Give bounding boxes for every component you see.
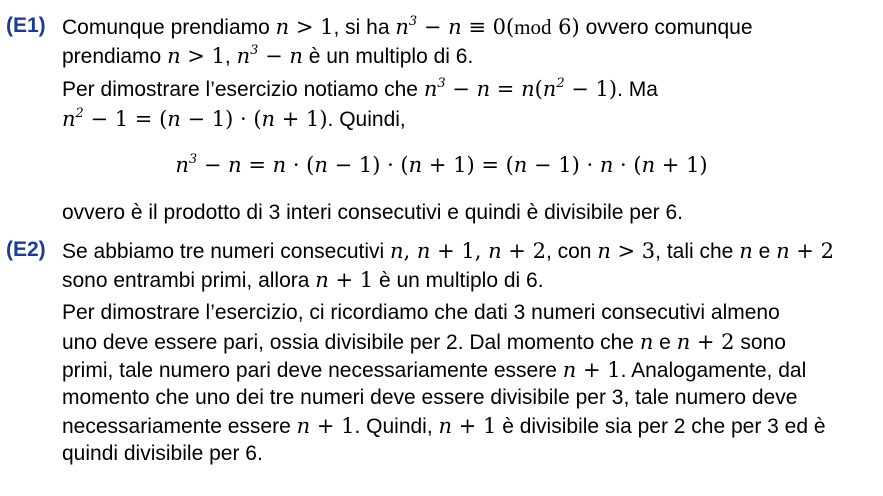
text: è un multiplo di 6. [373,269,544,292]
text: , si ha [333,16,396,39]
e2-proof-line4: momento che uno dei tre numeri deve essere divisibile per 3, tale numero deve [62,386,798,409]
text: necessariamente essere [62,415,297,438]
text: è divisibile sia per 2 che per 3 ed è [496,415,826,438]
e2-proof-line5: necessariamente essere n + 1. Quindi, n + 1 è divisibile sia per 2 che per 3 ed è [62,414,826,438]
text: Per dimostrare l’esercizio notiamo che [62,78,424,101]
text: sono [734,331,786,354]
text: . Quindi, [354,415,439,438]
e1-statement-line1: Comunque prendiamo n > 1, si ha $n^3 - n \equiv 0(mod$ 6) ovvero comunque [62,14,753,39]
text: . Quindi, [327,108,406,131]
e2-statement-line2: sono entrambi primi, allora n + 1 è un multiplo di 6. [62,268,544,292]
text: uno deve essere pari, ossia divisibile per 2. Dal momento che [62,331,640,354]
e2-proof-line2: uno deve essere pari, ossia divisibile per 2. Dal momento che n e n + 2 sono [62,330,786,354]
e1-proof-end: ovvero è il prodotto di 3 interi consecutivi e quindi è divisibile per 6. [62,201,684,224]
math-congruence: $n^3$ [395,14,418,39]
e2-proof-line6: quindi divisibile per 6. [62,442,263,465]
e2-proof-line3: primi, tale numero pari deve necessariamente essere n + 1. Analogamente, dal [62,358,807,382]
text: e [653,331,677,354]
math-n-gt-1: n [275,15,290,39]
text: , [224,45,237,68]
exercise-label-e2: (E2) [6,238,46,261]
e1-proof-line2: $n^2 - 1 = (n - 1) \cdot (n + 1)$. Quindi, [62,106,406,131]
text: . Analogamente, dal [620,359,807,382]
e2-statement-line1: Se abbiamo tre numeri consecutivi n, n + 1, n + 2, con n > 3, tali che n e n + 2 [62,239,834,263]
text: , tali che [655,240,740,263]
text: prendiamo [62,45,168,68]
text: . Ma [617,78,658,101]
text: Se abbiamo tre numeri consecutivi [62,240,390,263]
e1-display-equation: $n^3 - n = n \cdot (n - 1) \cdot (n + 1) = (n - 1) \cdot n \cdot (n + 1)$ [175,152,708,177]
text: e [752,240,777,263]
text: primi, tale numero pari deve necessariamente essere [62,359,563,382]
e1-statement-line2: prendiamo n > 1, $n^3 - n$ è un multiplo di 6. [62,43,474,68]
text: sono entrambi primi, allora [62,269,316,292]
text: è un multiplo di 6. [302,45,474,68]
exercise-label-e1: (E1) [6,14,46,37]
e2-proof-line1: Per dimostrare l’esercizio, ci ricordiamo che dati 3 numeri consecutivi almeno [62,301,780,324]
e1-proof-line1: Per dimostrare l’esercizio notiamo che $n^3 - n = n(n^2 - 1)$. Ma [62,76,658,101]
text: ovvero comunque [579,16,753,39]
text: , con [545,240,598,263]
text: Comunque prendiamo [62,16,276,39]
